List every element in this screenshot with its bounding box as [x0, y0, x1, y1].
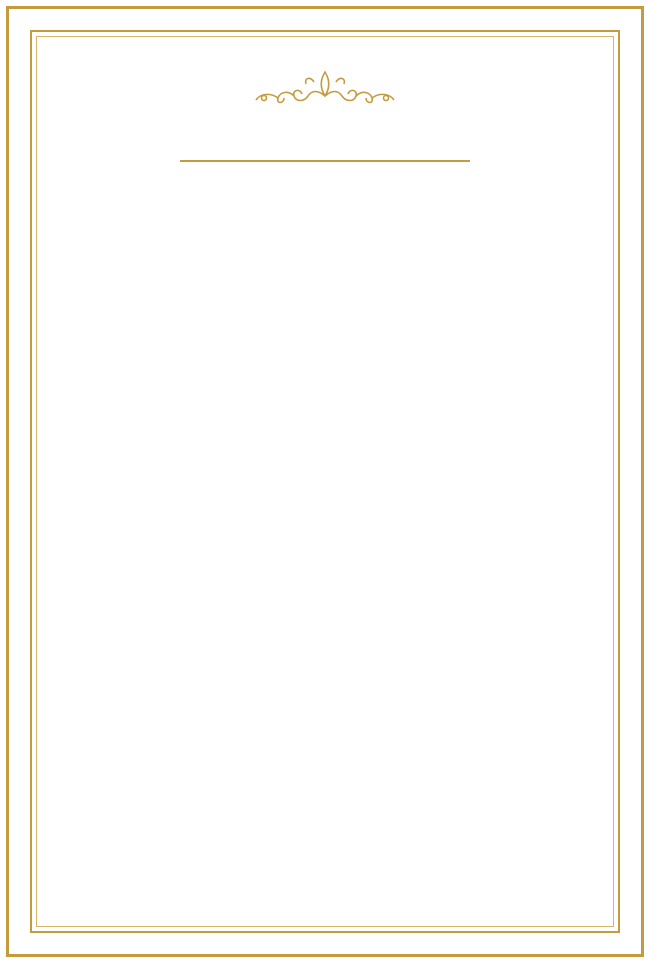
scroll-ornament-icon: [248, 66, 402, 106]
frame-pattern-bottom: [9, 933, 641, 954]
frame-pattern-left: [9, 30, 30, 933]
frame-innermost-border: [36, 36, 614, 927]
frame-pattern-top: [9, 9, 641, 30]
frame-pattern-right: [620, 30, 641, 933]
decorative-frame: [6, 6, 644, 957]
title-underline: [180, 160, 470, 162]
